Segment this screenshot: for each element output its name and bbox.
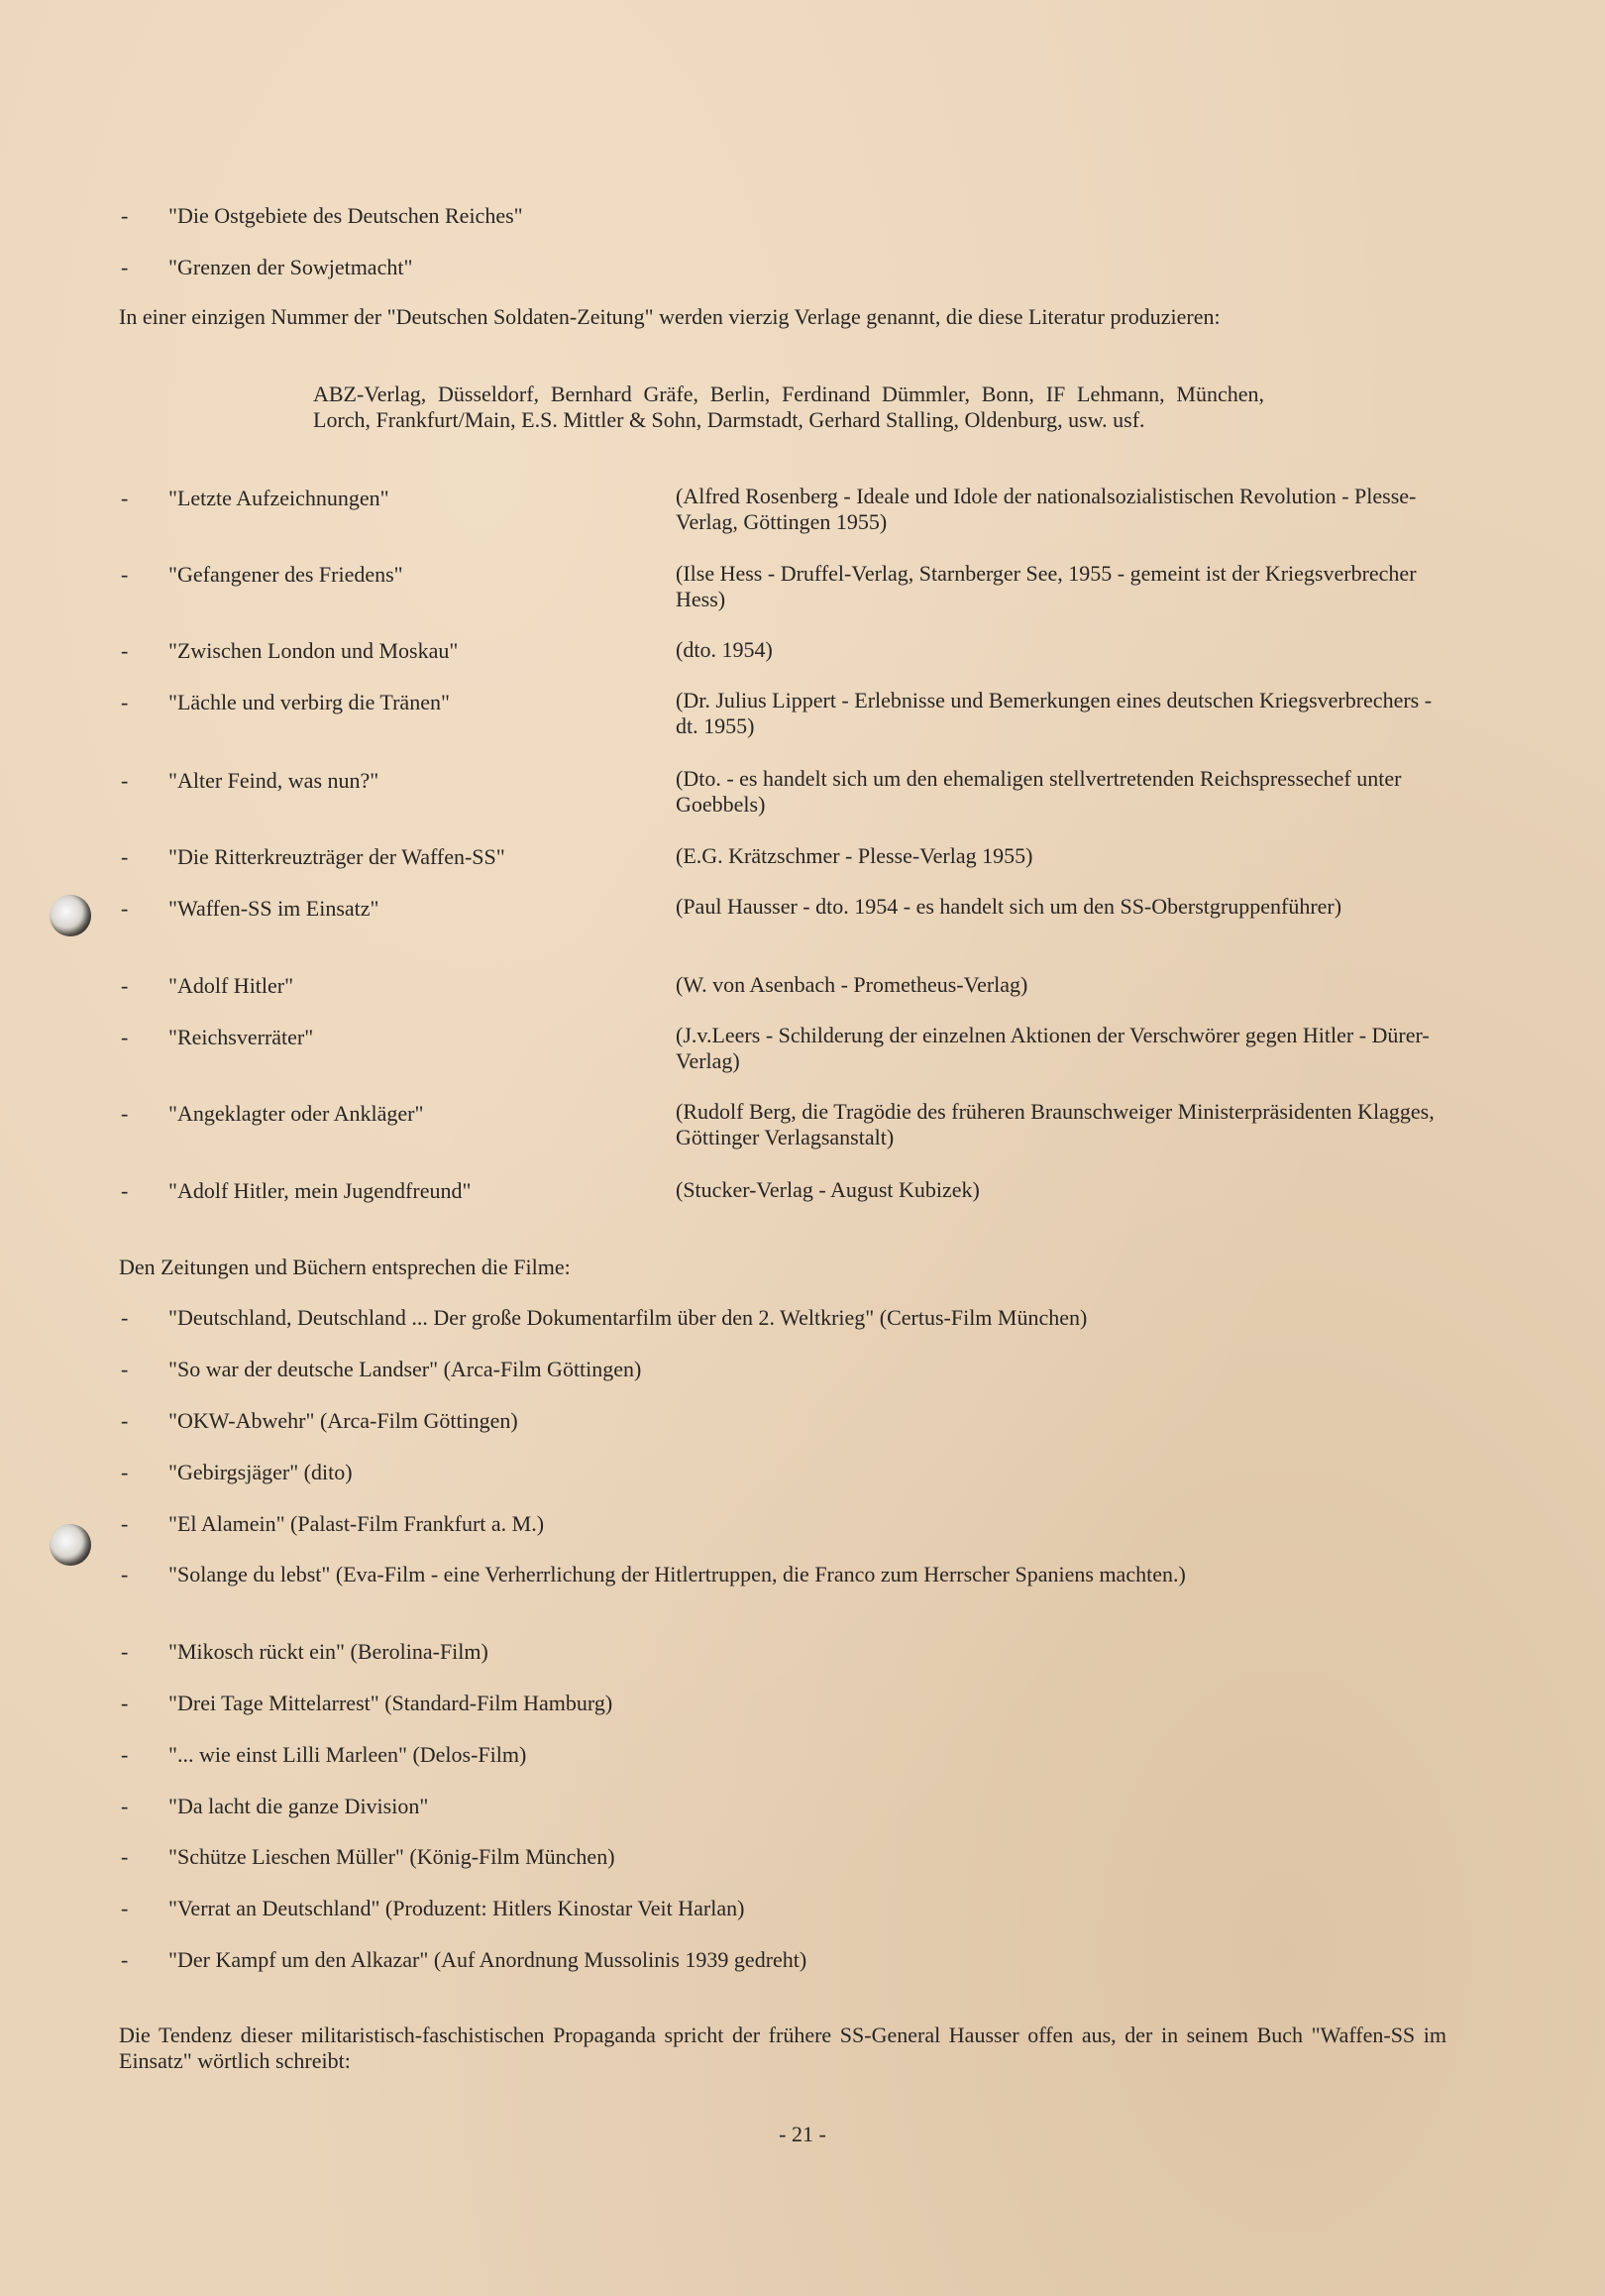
film-item: "So war der deutsche Landser" (Arca-Film Göttingen): [168, 1357, 642, 1381]
book-note: (Rudolf Berg, die Tragödie des früheren Braunschweiger Ministerpräsidenten Klagges, Göttinger Verlagsanstalt): [676, 1099, 1435, 1149]
list-dash: -: [121, 844, 129, 869]
film-item: "Gebirgsjäger" (dito): [168, 1460, 353, 1484]
book-title: "Zwischen London und Moskau": [168, 638, 459, 663]
book-note: (Dto. - es handelt sich um den ehemaligen stellvertretenden Reichspressechef unter Goebbels): [676, 766, 1402, 817]
page-number: - 21 -: [779, 2122, 826, 2146]
list-item: "Die Ostgebiete des Deutschen Reiches": [168, 203, 523, 228]
publisher-list: ABZ-Verlag, Düsseldorf, Bernhard Gräfe, Berlin, Ferdinand Dümmler, Bonn, IF Lehmann, München, Lorch, Frankfurt/Main, E.S. Mittler & Sohn, Darmstadt, Gerhard Stalling, Oldenburg, usw. usf.: [313, 382, 1264, 432]
film-item: "El Alamein" (Palast-Film Frankfurt a. M.): [168, 1511, 545, 1536]
list-item: "Grenzen der Sowjetmacht": [168, 255, 413, 279]
list-dash: -: [121, 690, 129, 714]
paragraph: In einer einzigen Nummer der "Deutschen Soldaten-Zeitung" werden vierzig Verlage genannt, die diese Literatur produzieren:: [119, 304, 1221, 329]
list-dash: -: [121, 973, 129, 998]
book-title: "Adolf Hitler, mein Jugendfreund": [168, 1178, 472, 1203]
book-title: "Waffen-SS im Einsatz": [168, 896, 379, 921]
book-title: "Adolf Hitler": [168, 973, 294, 998]
film-item: "Drei Tage Mittelarrest" (Standard-Film Hamburg): [168, 1691, 613, 1715]
book-note: (Stucker-Verlag - August Kubizek): [676, 1177, 980, 1202]
list-dash: -: [121, 768, 129, 793]
list-dash: -: [121, 562, 129, 587]
list-dash: -: [121, 1947, 129, 1972]
film-item: "... wie einst Lilli Marleen" (Delos-Film): [168, 1742, 527, 1767]
book-note: (Paul Hausser - dto. 1954 - es handelt sich um den SS-Oberstgruppenführer): [676, 894, 1342, 919]
film-item: "OKW-Abwehr" (Arca-Film Göttingen): [168, 1408, 518, 1433]
film-item: "Der Kampf um den Alkazar" (Auf Anordnung Mussolinis 1939 gedreht): [168, 1947, 807, 1972]
list-dash: -: [121, 1844, 129, 1869]
book-title: "Reichsverräter": [168, 1025, 314, 1049]
book-note: (Alfred Rosenberg - Ideale und Idole der nationalsozialistischen Revolution - Plesse-Verlag, Göttingen 1955): [676, 484, 1417, 534]
list-dash: -: [121, 1562, 129, 1586]
film-item: "Deutschland, Deutschland ... Der große Dokumentarfilm über den 2. Weltkrieg" (Certus-Film München): [168, 1305, 1088, 1330]
film-item: "Da lacht die ganze Division": [168, 1794, 429, 1818]
film-item: "Schütze Lieschen Müller" (König-Film München): [168, 1844, 615, 1869]
book-title: "Lächle und verbirg die Tränen": [168, 690, 450, 714]
paragraph: Die Tendenz dieser militaristisch-faschistischen Propaganda spricht der frühere SS-General Hausser offen aus, der in seinem Buch "Waffen-SS im Einsatz" wörtlich schreibt:: [119, 2023, 1446, 2073]
list-dash: -: [121, 1794, 129, 1818]
list-dash: -: [121, 1511, 129, 1536]
film-item: "Solange du lebst" (Eva-Film - eine Verherrlichung der Hitlertruppen, die Franco zum Herrscher Spaniens machten.): [168, 1562, 1186, 1586]
list-dash: -: [121, 486, 129, 510]
book-title: "Gefangener des Friedens": [168, 562, 403, 587]
book-title: "Alter Feind, was nun?": [168, 768, 379, 793]
book-title: "Die Ritterkreuzträger der Waffen-SS": [168, 844, 505, 869]
punch-hole-top: [50, 895, 91, 936]
list-dash: -: [121, 1742, 129, 1767]
book-note: (Dr. Julius Lippert - Erlebnisse und Bemerkungen eines deutschen Kriegsverbrechers - dt. 1955): [676, 688, 1433, 738]
list-dash: -: [121, 1460, 129, 1484]
list-dash: -: [121, 896, 129, 921]
book-title: "Letzte Aufzeichnungen": [168, 486, 389, 510]
book-title: "Angeklagter oder Ankläger": [168, 1101, 424, 1126]
book-note: (dto. 1954): [676, 637, 773, 662]
book-note: (E.G. Krätzschmer - Plesse-Verlag 1955): [676, 843, 1033, 868]
list-dash: -: [121, 1101, 129, 1126]
list-dash: -: [121, 1408, 129, 1433]
film-item: "Verrat an Deutschland" (Produzent: Hitlers Kinostar Veit Harlan): [168, 1896, 745, 1920]
list-dash: -: [121, 1178, 129, 1203]
punch-hole-bottom: [50, 1524, 91, 1566]
paragraph: Den Zeitungen und Büchern entsprechen die Filme:: [119, 1255, 571, 1279]
list-dash: -: [121, 1025, 129, 1049]
list-dash: -: [121, 255, 129, 279]
book-note: (Ilse Hess - Druffel-Verlag, Starnberger See, 1955 - gemeint ist der Kriegsverbrecher Hess): [676, 561, 1417, 611]
list-dash: -: [121, 1639, 129, 1664]
list-dash: -: [121, 203, 129, 228]
list-dash: -: [121, 1357, 129, 1381]
list-dash: -: [121, 638, 129, 663]
book-note: (W. von Asenbach - Prometheus-Verlag): [676, 972, 1028, 997]
film-item: "Mikosch rückt ein" (Berolina-Film): [168, 1639, 488, 1664]
list-dash: -: [121, 1691, 129, 1715]
list-dash: -: [121, 1896, 129, 1920]
list-dash: -: [121, 1305, 129, 1330]
book-note: (J.v.Leers - Schilderung der einzelnen Aktionen der Verschwörer gegen Hitler - Dürer-Verlag): [676, 1023, 1430, 1073]
